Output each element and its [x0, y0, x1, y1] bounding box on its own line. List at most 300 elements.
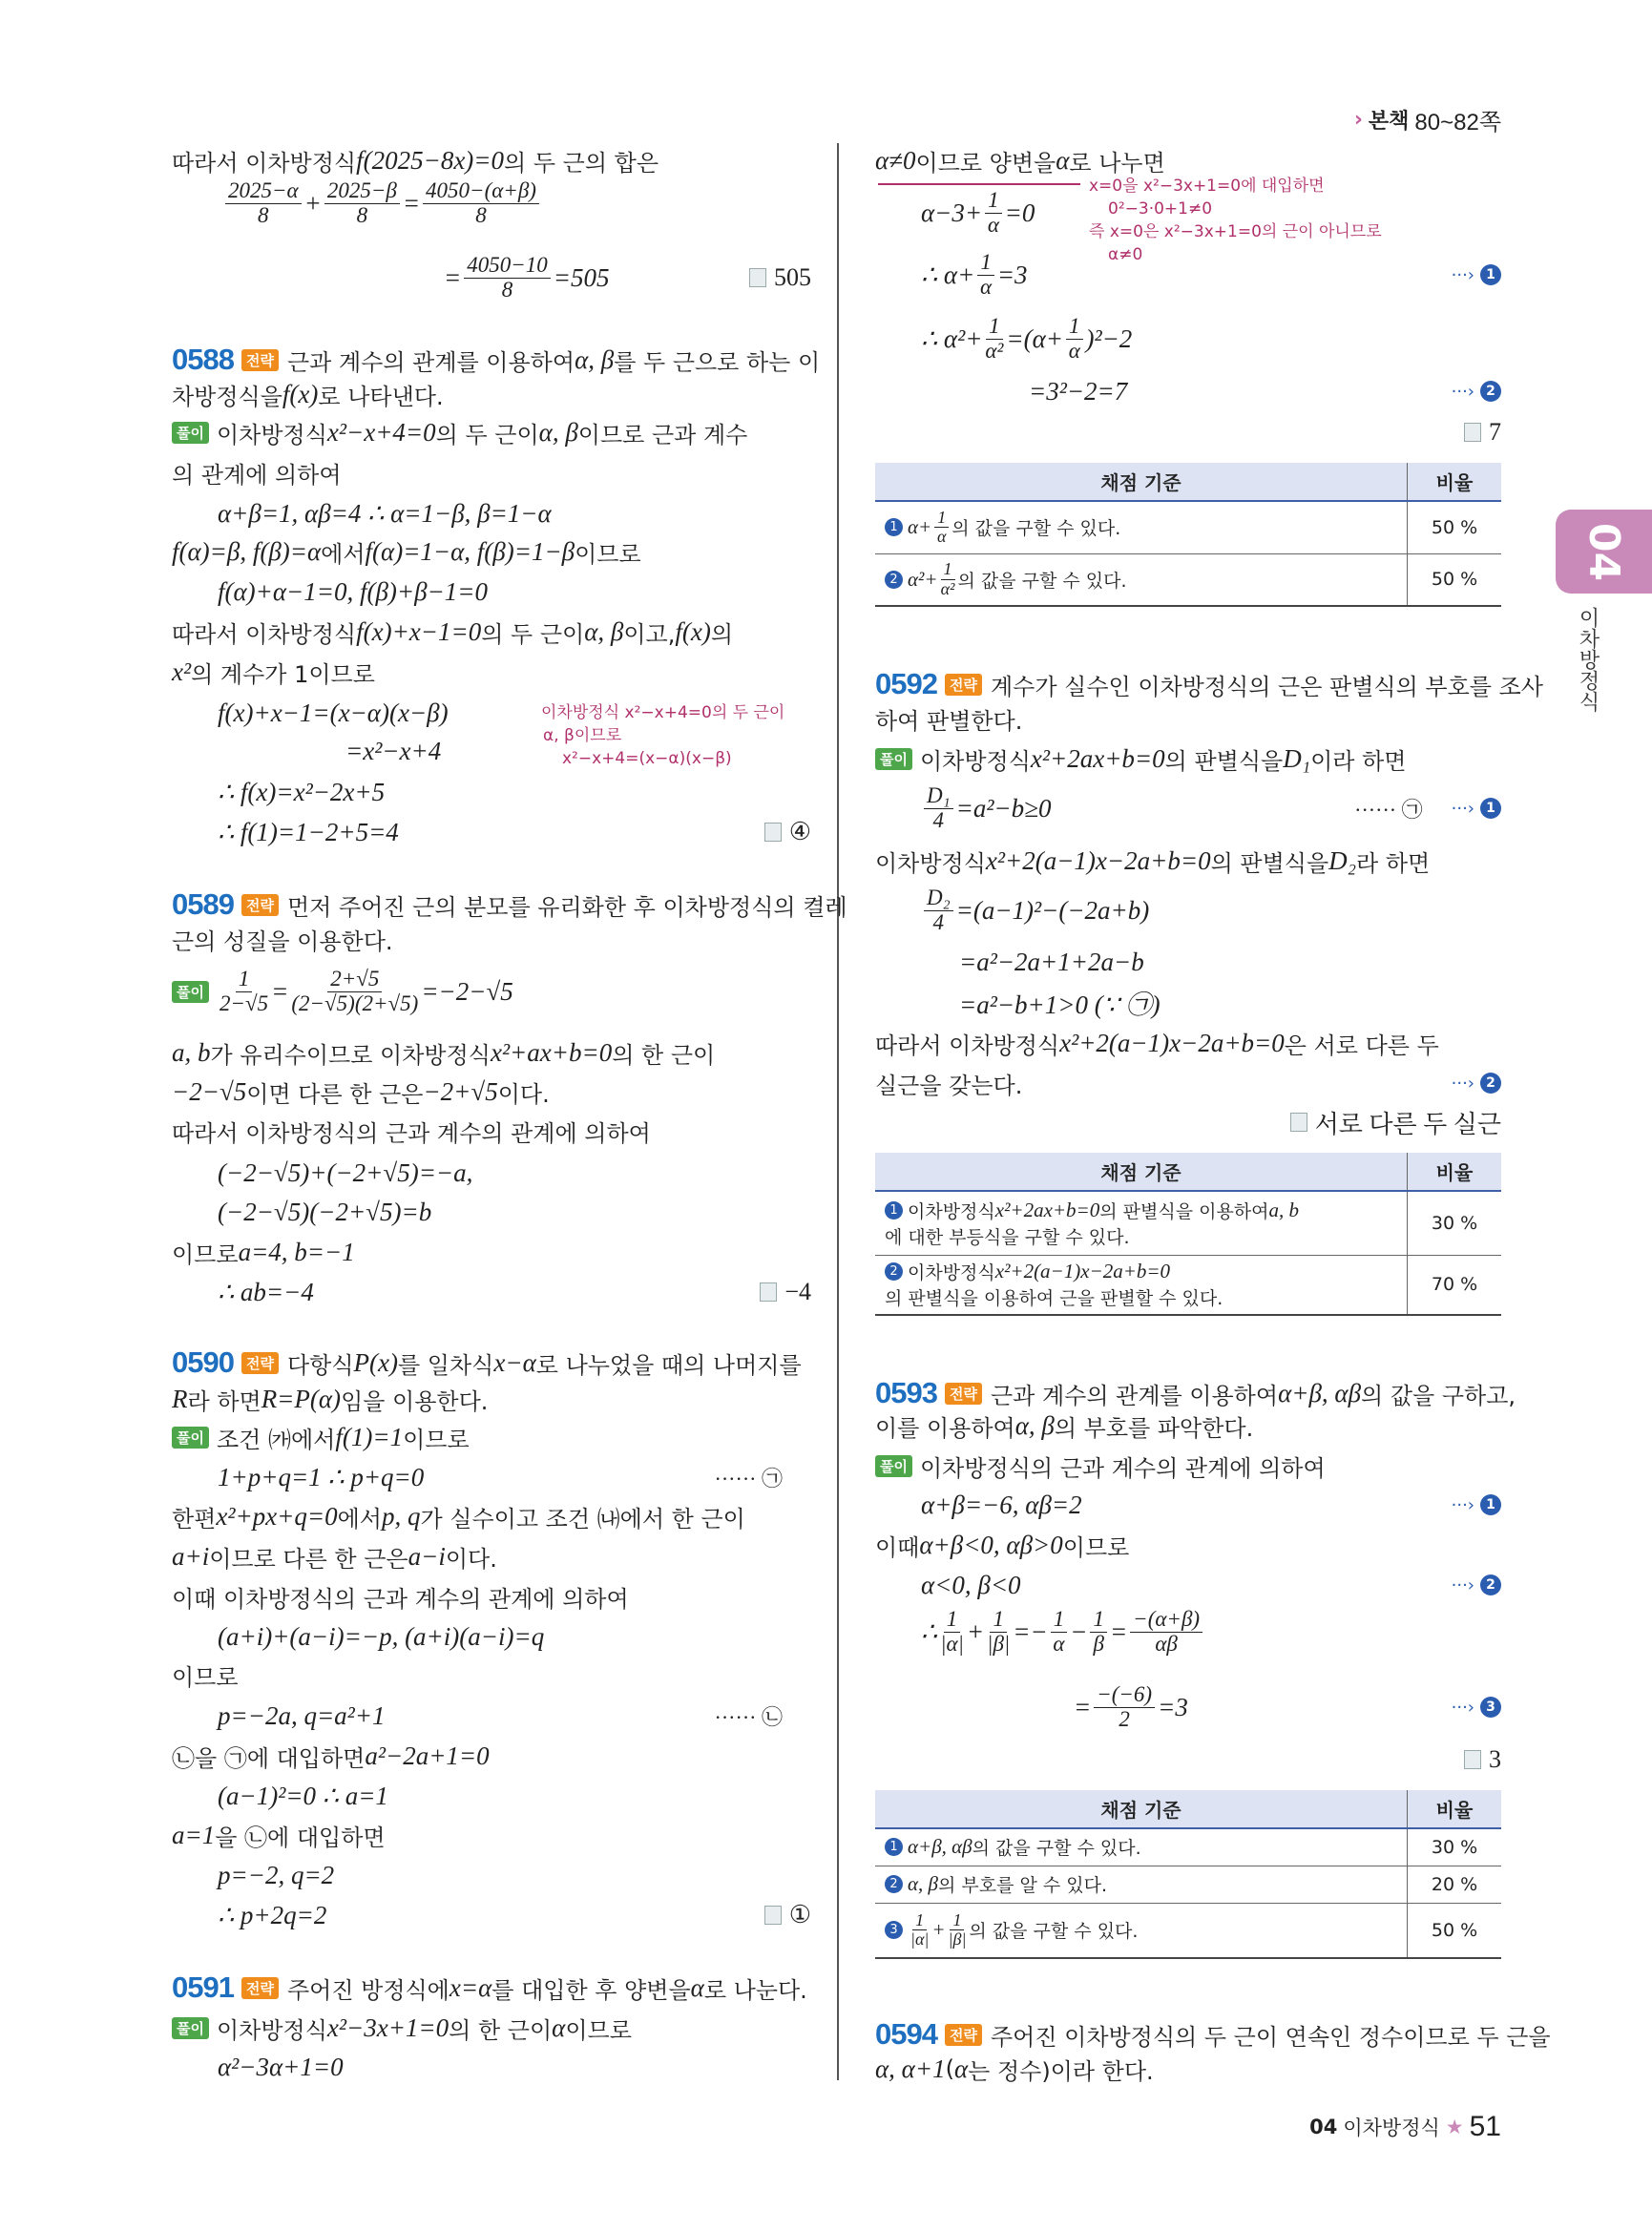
- numerator: D₁: [924, 784, 953, 809]
- math-expression: α+β<0, αβ>0: [919, 1530, 1063, 1559]
- table-row: [875, 1255, 1501, 1315]
- text: 로 나타낸다.: [318, 383, 444, 410]
- math-expression: =x²−x+4: [345, 736, 442, 765]
- fraction: [324, 179, 400, 228]
- text: 실근을 갖는다.: [875, 1072, 1023, 1099]
- footer-chapter: 04: [1309, 2116, 1338, 2138]
- denominator: 8: [258, 202, 269, 227]
- step-marker: [1452, 1574, 1501, 1595]
- text: 하여 판별한다.: [875, 707, 1023, 735]
- text-line: [218, 803, 811, 861]
- criterion: [885, 1834, 1397, 1860]
- text: 이므로: [403, 1426, 470, 1453]
- column-header: 비율: [1408, 1153, 1502, 1191]
- text: 근과 계수의 관계를 이용하여: [286, 348, 575, 376]
- math-expression: P(x): [353, 1347, 398, 1377]
- column-header: 비율: [1408, 463, 1502, 501]
- math-expression: =3: [1158, 1692, 1188, 1721]
- problem-number: 0590: [172, 1345, 234, 1379]
- criterion-cell: [875, 1866, 1408, 1903]
- star-icon: ★: [1445, 2116, 1464, 2138]
- text: 이다.: [445, 1545, 497, 1573]
- arrow-dots-icon: ···›: [1451, 798, 1474, 819]
- text: 이차방정식: [216, 421, 327, 448]
- solution-badge: 풀이: [172, 981, 209, 1003]
- denominator: |α|: [940, 1631, 964, 1656]
- answer-value: 7: [1489, 418, 1501, 446]
- math-expression: f(x)+x−1=0: [356, 616, 482, 646]
- math-expression: f(1)=1: [335, 1422, 404, 1451]
- text-line: [172, 963, 811, 1020]
- math-expression: (a+i)+(a−i)=−p, (a+i)(a−i)=q: [218, 1621, 545, 1651]
- text: 라 하면: [1356, 849, 1431, 877]
- text: 의 값을 구할 수 있다.: [951, 518, 1121, 540]
- text: 근의 성질을 이용한다.: [172, 928, 393, 955]
- annotation-line: 즉 x=0은 x²−3x+1=0의 근이 아니므로: [1089, 222, 1382, 241]
- text: 의 판별식을 이용하여: [1099, 1200, 1269, 1222]
- math-expression: α: [1056, 145, 1070, 175]
- denominator: α: [936, 527, 947, 547]
- ratio-cell: 20 %: [1408, 1866, 1502, 1903]
- math-expression: =a²−b≥0: [955, 793, 1052, 823]
- arrow-dots-icon: ···›: [1451, 1073, 1474, 1094]
- answer-value: 3: [1489, 1745, 1501, 1773]
- math-expression: α, β: [538, 417, 578, 447]
- denominator: α²: [940, 578, 955, 598]
- math-expression: ∴ f(x)=x²−2x+5: [218, 777, 386, 806]
- text: 이라 하면: [1310, 747, 1407, 775]
- math-expression: α: [552, 2012, 566, 2042]
- ratio-cell: 50 %: [1408, 501, 1502, 553]
- text: 는 정수)이라 한다.: [968, 2057, 1154, 2085]
- text: 의: [710, 620, 734, 648]
- text: 이차방정식의 근과 계수의 관계에 의하여: [919, 1454, 1326, 1482]
- answer: [1290, 1105, 1501, 1140]
- step-marker: [1452, 1697, 1501, 1718]
- annotation-left: [541, 701, 784, 770]
- numerator: 2025−β: [324, 179, 400, 204]
- numerator: 4050−10: [464, 254, 551, 279]
- math-expression: p, q: [381, 1501, 421, 1531]
- text: 의 판별식을: [1210, 849, 1329, 877]
- math-expression: 1+p+q=1 ∴ p+q=0: [218, 1462, 425, 1491]
- table-row: [875, 1191, 1501, 1255]
- answer-icon: [764, 1906, 782, 1925]
- numerator: 1: [1051, 1608, 1068, 1633]
- math-expression: x²+ax+b=0: [490, 1037, 613, 1067]
- text: 가 실수이고 조건 ㈏에서 한 근이: [420, 1505, 745, 1533]
- ref-pages: 80~82쪽: [1414, 110, 1501, 136]
- problem-number: 0589: [172, 887, 234, 921]
- math-expression: (a−1)²=0 ∴ a=1: [218, 1781, 388, 1810]
- strategy-badge: 전략: [241, 894, 279, 916]
- table-row: [875, 1903, 1501, 1958]
- math-expression: α+β=1, αβ=4 ∴ α=1−β, β=1−α: [218, 498, 552, 528]
- answer-value: 서로 다른 두 실근: [1314, 1110, 1501, 1138]
- text: 를 일차식: [397, 1351, 494, 1379]
- strategy-badge: 전략: [945, 2024, 982, 2046]
- denominator: 4: [932, 807, 945, 832]
- answer-icon: [764, 823, 782, 842]
- text-line: [875, 1094, 1501, 1151]
- text: (: [945, 2055, 954, 2082]
- answer-value: 505: [774, 263, 811, 291]
- step-number: 3: [1480, 1697, 1501, 1718]
- text: 의 한 근이: [449, 2016, 553, 2044]
- step-marker: [1452, 381, 1501, 402]
- math-expression: =: [444, 262, 462, 292]
- text: 라 하면: [187, 1387, 261, 1415]
- annotation-line: 이차방정식 x²−x+4=0의 두 근이: [541, 703, 785, 722]
- numerator: 1: [985, 189, 1002, 214]
- criterion-cell: [875, 1828, 1408, 1866]
- answer-value: −4: [784, 1278, 811, 1305]
- answer-icon: [1464, 1750, 1481, 1769]
- table-header-row: [875, 1153, 1501, 1191]
- math-expression: ∴ p+2q=2: [218, 1900, 327, 1929]
- equation-tag: ······ ㉠: [714, 1466, 783, 1491]
- column-divider: [837, 143, 839, 2080]
- numerator: 1: [941, 560, 955, 579]
- problem-number: 0588: [172, 343, 234, 376]
- numerator: 1: [1090, 1608, 1107, 1633]
- math-expression: α, β: [908, 1872, 938, 1895]
- text: ㉡을 ㉠에 대입하면: [172, 1744, 366, 1772]
- math-expression: R: [172, 1384, 188, 1413]
- text-line: [875, 832, 1501, 889]
- math-expression: α, β: [575, 344, 615, 374]
- fraction: [225, 179, 302, 228]
- math-expression: x²: [172, 657, 192, 686]
- math-expression: =(a−1)²−(−2a+b): [955, 895, 1150, 925]
- denominator: (2−√5)(2+√5): [291, 990, 419, 1015]
- criterion: [885, 560, 1397, 598]
- denominator: |α|: [910, 1929, 930, 1950]
- step-number: 1: [1480, 264, 1501, 285]
- math-expression: +: [966, 1616, 985, 1646]
- fraction: [985, 189, 1002, 238]
- math-expression: =: [1109, 1616, 1128, 1646]
- strategy-badge: 전략: [241, 1977, 279, 1999]
- problem-number: 0591: [172, 1970, 234, 2004]
- math-expression: α+β=−6, αβ=2: [921, 1490, 1082, 1519]
- math-expression: x−α: [493, 1347, 536, 1377]
- fraction: [924, 784, 953, 833]
- step-marker: [1452, 264, 1501, 285]
- table-row: [875, 1866, 1501, 1903]
- math-expression: a, b: [172, 1037, 211, 1067]
- answer: [760, 1278, 811, 1306]
- math-expression: x²+2(a−1)x−2a+b=0: [994, 1260, 1171, 1283]
- text-line: [921, 310, 1501, 367]
- math-expression: x²+2(a−1)x−2a+b=0: [1059, 1028, 1285, 1057]
- text: 에서: [321, 540, 366, 568]
- denominator: α: [1053, 1631, 1065, 1656]
- step-number: 2: [885, 571, 903, 589]
- text: 의 부호를 파악한다.: [1054, 1414, 1254, 1442]
- math-expression: x²−x+4=0: [326, 417, 436, 447]
- math-expression: ∴ α+: [921, 260, 975, 289]
- ratio-cell: 30 %: [1408, 1828, 1502, 1866]
- math-expression: α+β, αβ: [1278, 1378, 1362, 1407]
- text: 의 값을 구할 수 있다.: [969, 1921, 1139, 1943]
- answer: [764, 818, 811, 846]
- scoring-table-1: [875, 463, 1501, 607]
- strategy-badge: 전략: [945, 674, 982, 696]
- denominator: α: [987, 212, 999, 237]
- column-header: 채점 기준: [875, 1153, 1408, 1191]
- text: 의 판별식을: [1164, 747, 1284, 775]
- column-header: 비율: [1408, 1790, 1502, 1828]
- fraction: [977, 251, 994, 300]
- fraction: [934, 509, 949, 547]
- math-expression: ∴ ab=−4: [218, 1277, 314, 1306]
- math-expression: D₂: [1328, 845, 1357, 875]
- numerator: 1: [912, 1911, 927, 1930]
- denominator: 2−√5: [219, 990, 269, 1015]
- text: 먼저 주어진 근의 분모를 유리화한 후 이차방정식의 켤레: [286, 893, 847, 921]
- fraction: [949, 1911, 967, 1950]
- text: 주어진 이차방정식의 두 근이 연속인 정수이므로 두 근을: [990, 2023, 1551, 2051]
- text: 에 대한 부등식을 구할 수 있다.: [885, 1226, 1130, 1248]
- table-header-row: [875, 1790, 1501, 1828]
- step-number: 1: [1480, 798, 1501, 819]
- criterion: [885, 1871, 1397, 1897]
- annotation-line: x²−x+4=(x−α)(x−β): [562, 749, 732, 768]
- text: 따라서 이차방정식: [875, 1032, 1060, 1059]
- text: 조건 ㈎에서: [216, 1426, 336, 1453]
- text-line: [444, 249, 811, 306]
- fraction: [1066, 315, 1083, 364]
- text: 의 계수가 1이므로: [191, 660, 375, 688]
- denominator: α: [1068, 338, 1080, 363]
- text-line: [1074, 1678, 1501, 1736]
- text: 로 나누었을 때의 나머지를: [535, 1351, 802, 1379]
- criterion: [885, 1259, 1397, 1310]
- text: 이때 이차방정식의 근과 계수의 관계에 의하여: [172, 1585, 629, 1613]
- math-expression: )²−2: [1085, 323, 1133, 353]
- arrow-dots-icon: ···›: [1451, 1697, 1474, 1718]
- math-expression: a+i: [172, 1541, 210, 1571]
- text: 다항식: [286, 1351, 354, 1379]
- text-line: [921, 780, 1501, 837]
- criterion-cell: [875, 1255, 1408, 1315]
- text: 의 값을 구할 수 있다.: [957, 570, 1127, 592]
- page-footer: [1309, 2111, 1501, 2143]
- answer: [1464, 418, 1501, 447]
- arrow-dots-icon: ···›: [1451, 381, 1474, 402]
- math-expression: f(α)+α−1=0, f(β)+β−1=0: [218, 576, 489, 606]
- answer: [764, 1901, 811, 1929]
- numerator: 4050−(α+β): [423, 179, 539, 204]
- math-expression: α: [690, 1972, 704, 2002]
- math-expression: =505: [553, 262, 610, 292]
- math-expression: ∴ f(1)=1−2+5=4: [218, 817, 399, 846]
- text: 이를 이용하여: [875, 1414, 1015, 1442]
- chapter-tab[interactable]: [1556, 510, 1652, 594]
- arrow-dots-icon: ···›: [1451, 264, 1474, 285]
- step-marker: [1452, 798, 1501, 819]
- math-expression: f(2025−8x)=0: [356, 145, 505, 175]
- fraction: [423, 179, 539, 228]
- math-expression: =3: [996, 260, 1028, 289]
- answer-icon: [1464, 423, 1481, 442]
- math-expression: p=−2a, q=a²+1: [218, 1700, 386, 1730]
- fraction: [941, 560, 955, 598]
- text: 를 두 근으로 하는 이: [614, 348, 821, 376]
- math-expression: α−3+: [921, 198, 983, 227]
- solution-badge: 풀이: [875, 748, 912, 770]
- text-line: [875, 404, 1501, 461]
- fraction: [220, 968, 268, 1016]
- criterion-cell: [875, 1903, 1408, 1958]
- step-number: 2: [1480, 1073, 1501, 1094]
- fraction: [464, 254, 551, 302]
- math-expression: α²+: [908, 567, 938, 591]
- math-expression: =−: [1013, 1616, 1048, 1646]
- denominator: αβ: [1155, 1631, 1178, 1656]
- footer-title: 이차방정식: [1343, 2116, 1440, 2139]
- text: 이차방정식: [908, 1262, 995, 1284]
- numerator: 1: [990, 1608, 1007, 1633]
- math-expression: −: [1070, 1616, 1088, 1646]
- solution-badge: 풀이: [172, 1427, 209, 1449]
- text: 이면 다른 한 근은: [246, 1080, 424, 1108]
- problem-number: 0592: [875, 667, 937, 700]
- math-expression: =(α+: [1006, 323, 1063, 353]
- text: 로 나눈다.: [703, 1976, 807, 2004]
- math-expression: a=4, b=−1: [238, 1237, 355, 1266]
- table-header-row: [875, 463, 1501, 501]
- denominator: 8: [356, 202, 368, 227]
- scoring-table-2: [875, 1153, 1501, 1316]
- math-expression: α<0, β<0: [921, 1570, 1021, 1599]
- text: 이므로: [1062, 1533, 1130, 1561]
- text-line: [172, 910, 811, 968]
- text: 의 판별식을 이용하여 근을 판별할 수 있다.: [885, 1288, 1223, 1310]
- ratio-cell: 30 %: [1408, 1191, 1502, 1255]
- text: 의 두 근의 합은: [504, 149, 659, 177]
- text: 이차방정식: [216, 2016, 327, 2044]
- math-expression: a, b: [1268, 1198, 1299, 1221]
- answer-icon: [1290, 1113, 1307, 1132]
- fraction: [985, 315, 1003, 364]
- numerator: 1: [934, 509, 949, 528]
- text: 이므로: [172, 1663, 239, 1691]
- math-expression: =−2−√5: [421, 976, 513, 1006]
- text: 의 두 근이: [481, 620, 585, 648]
- text-line: [218, 2038, 811, 2095]
- denominator: α²: [985, 338, 1004, 363]
- math-expression: α, β: [584, 616, 624, 646]
- math-expression: =a²−b+1>0 (∵ ㉠): [959, 990, 1161, 1019]
- numerator: −(−6): [1094, 1683, 1155, 1708]
- denominator: α: [980, 274, 993, 299]
- denominator: |β|: [948, 1929, 967, 1950]
- strategy-badge: 전략: [241, 349, 279, 371]
- math-expression: α²−3α+1=0: [218, 2052, 344, 2081]
- fraction: [924, 886, 953, 935]
- numerator: 2025−α: [225, 179, 302, 204]
- text: 차방정식을: [172, 383, 282, 410]
- math-expression: x²−3x+1=0: [326, 2012, 450, 2042]
- text: 로 나누면: [1069, 149, 1165, 177]
- math-expression: ∴: [921, 1616, 938, 1646]
- text: 의 관계에 의하여: [172, 461, 342, 489]
- equation-tag: ······ ㉠: [1354, 797, 1423, 822]
- math-expression: f(α)=β, f(β)=α: [172, 536, 322, 566]
- math-expression: α≠0: [875, 145, 916, 175]
- problem-number: 0593: [875, 1376, 937, 1409]
- fraction: [1090, 1608, 1107, 1657]
- solution-badge: 풀이: [172, 422, 209, 444]
- numerator: 1: [950, 1911, 964, 1930]
- numerator: 1: [944, 1608, 961, 1633]
- criterion-cell: [875, 501, 1408, 553]
- text-line: [875, 730, 1501, 787]
- text: 의 값을 구할 수 있다.: [972, 1838, 1141, 1860]
- ratio-cell: 50 %: [1408, 553, 1502, 606]
- text: 의 값을 구하고,: [1361, 1382, 1516, 1409]
- denominator: 4: [932, 909, 945, 934]
- math-expression: +: [931, 1918, 946, 1942]
- math-expression: −2+√5: [423, 1076, 498, 1106]
- criterion-cell: [875, 1191, 1408, 1255]
- math-expression: f(α)=1−α, f(β)=1−β: [365, 536, 575, 566]
- table-row: [875, 501, 1501, 553]
- problem-number: 0594: [875, 2017, 937, 2051]
- math-expression: f(x)+x−1=(x−α)(x−β): [218, 698, 449, 727]
- math-expression: α: [953, 2054, 969, 2083]
- fraction: [291, 968, 418, 1016]
- step-number: 1: [885, 1838, 903, 1856]
- step-marker: [1452, 1494, 1501, 1515]
- criterion-cell: [875, 553, 1408, 606]
- column-header: 채점 기준: [875, 463, 1408, 501]
- math-expression: f(x): [282, 379, 319, 408]
- text: 의 부호를 알 수 있다.: [937, 1875, 1108, 1896]
- numerator: 2+√5: [327, 968, 382, 992]
- math-expression: =: [402, 188, 421, 218]
- math-expression: (−2−√5)(−2+√5)=b: [218, 1197, 432, 1226]
- chevron-right-icon: ›: [1353, 108, 1363, 132]
- text: 이므로 양변을: [915, 149, 1056, 177]
- step-number: 2: [1480, 1574, 1501, 1595]
- arrow-dots-icon: ···›: [1451, 1494, 1474, 1515]
- math-expression: α, β: [1014, 1410, 1055, 1440]
- chapter-tab-number: 04: [1579, 522, 1628, 581]
- text: 한편: [172, 1505, 217, 1533]
- ref-label: 본책: [1368, 110, 1410, 134]
- annotation-right: [1089, 175, 1382, 266]
- math-expression: =: [271, 976, 289, 1006]
- answer-icon: [749, 268, 766, 287]
- text: 이므로: [172, 1241, 239, 1268]
- numerator: −(α+β): [1130, 1608, 1202, 1633]
- denominator: 2: [1119, 1706, 1130, 1731]
- math-expression: −2−√5: [172, 1076, 247, 1106]
- text: 이므로 다른 한 근은: [209, 1545, 408, 1573]
- text: 이므로 근과 계수: [577, 421, 748, 448]
- math-expression: a−i: [408, 1541, 446, 1571]
- text: 임을 이용한다.: [341, 1387, 489, 1415]
- text-line: [218, 1263, 811, 1321]
- math-expression: α+β, αβ: [908, 1835, 972, 1859]
- text-line: [875, 2040, 1501, 2097]
- ratio-cell: 50 %: [1408, 1903, 1502, 1958]
- text: 따라서 이차방정식: [172, 620, 357, 648]
- criterion: [885, 1198, 1397, 1249]
